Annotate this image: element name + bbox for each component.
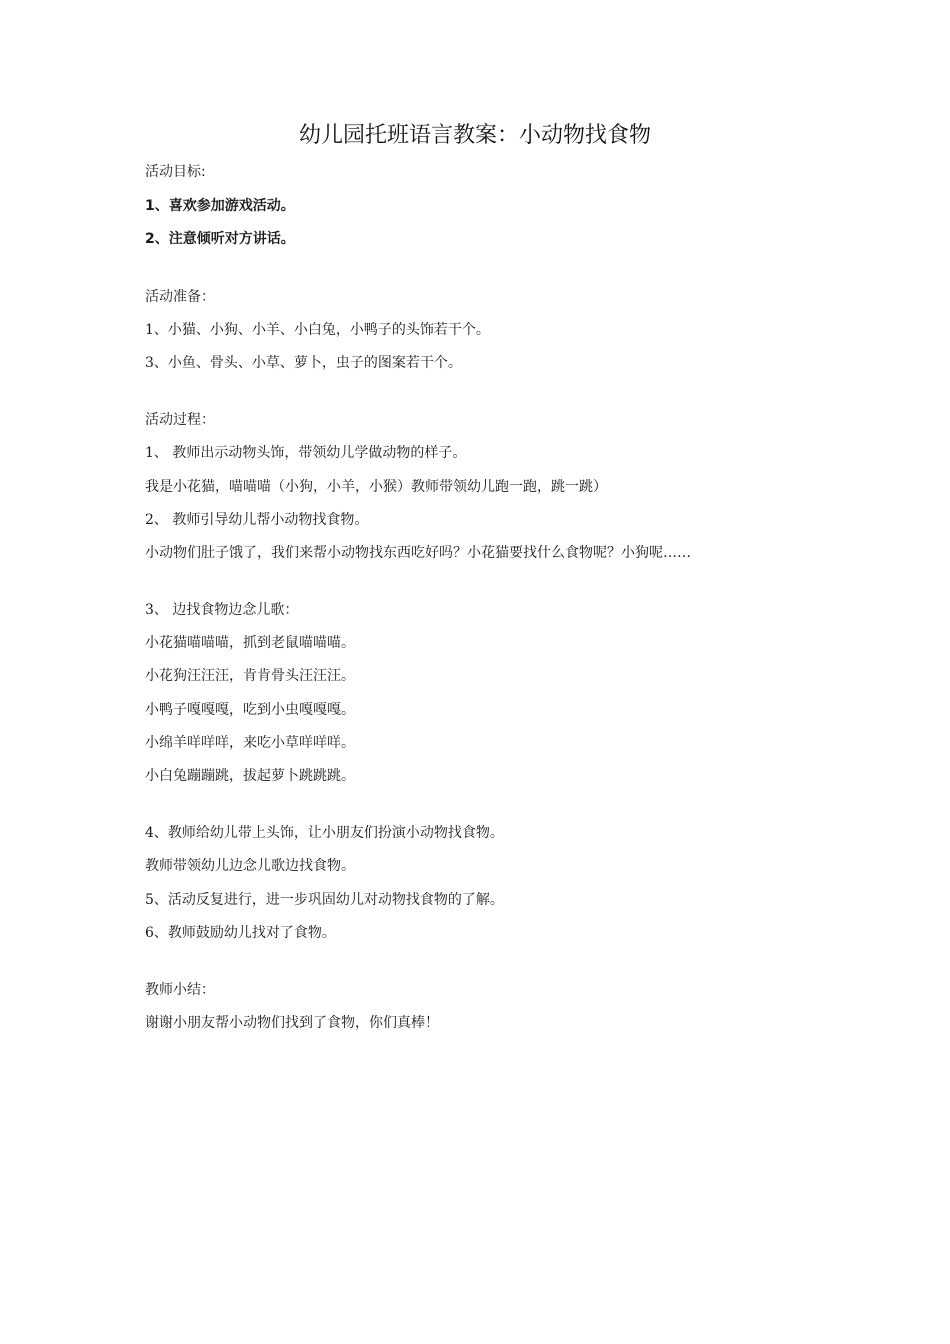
prep-heading: 活动准备：: [145, 289, 215, 305]
goal-item-2: 2、注意倾听对方讲话。: [145, 231, 295, 247]
step-line: 5、活动反复进行，进一步巩固幼儿对动物找食物的了解。: [145, 892, 504, 908]
song-line: 小绵羊咩咩咩，来吃小草咩咩咩。: [145, 735, 355, 751]
song-line: 小花猫喵喵喵，抓到老鼠喵喵喵。: [145, 635, 355, 651]
summary-heading: 教师小结：: [145, 982, 215, 998]
process-line: 1、 教师出示动物头饰，带领幼儿学做动物的样子。: [145, 445, 467, 461]
goal-item-1: 1、喜欢参加游戏活动。: [145, 198, 295, 214]
step-line: 6、教师鼓励幼儿找对了食物。: [145, 925, 336, 941]
goals-heading: 活动目标:: [145, 164, 206, 180]
summary-text: 谢谢小朋友帮小动物们找到了食物，你们真棒！: [145, 1015, 439, 1031]
song-line: 小鸭子嘎嘎嘎，吃到小虫嘎嘎嘎。: [145, 702, 355, 718]
process-line: 2、 教师引导幼儿帮小动物找食物。: [145, 512, 369, 528]
step-line: 4、教师给幼儿带上头饰，让小朋友们扮演小动物找食物。: [145, 825, 504, 841]
process-heading: 活动过程：: [145, 412, 215, 428]
prep-item-2: 3、小鱼、骨头、小草、萝卜，虫子的图案若干个。: [145, 355, 462, 371]
process-line: 我是小花猫，喵喵喵（小狗，小羊，小猴）教师带领幼儿跑一跑，跳一跳）: [145, 479, 607, 495]
song-heading: 3、 边找食物边念儿歌：: [145, 602, 299, 618]
song-line: 小花狗汪汪汪，肯肯骨头汪汪汪。: [145, 668, 355, 684]
song-line: 小白兔蹦蹦跳，拔起萝卜跳跳跳。: [145, 768, 355, 784]
step-line: 教师带领幼儿边念儿歌边找食物。: [145, 858, 355, 874]
prep-item-1: 1、小猫、小狗、小羊、小白兔，小鸭子的头饰若干个。: [145, 322, 490, 338]
process-line: 小动物们肚子饿了，我们来帮小动物找东西吃好吗？小花猫要找什么食物呢？小狗呢……: [145, 545, 691, 561]
document-title: 幼儿园托班语言教案：小动物找食物: [298, 123, 651, 148]
